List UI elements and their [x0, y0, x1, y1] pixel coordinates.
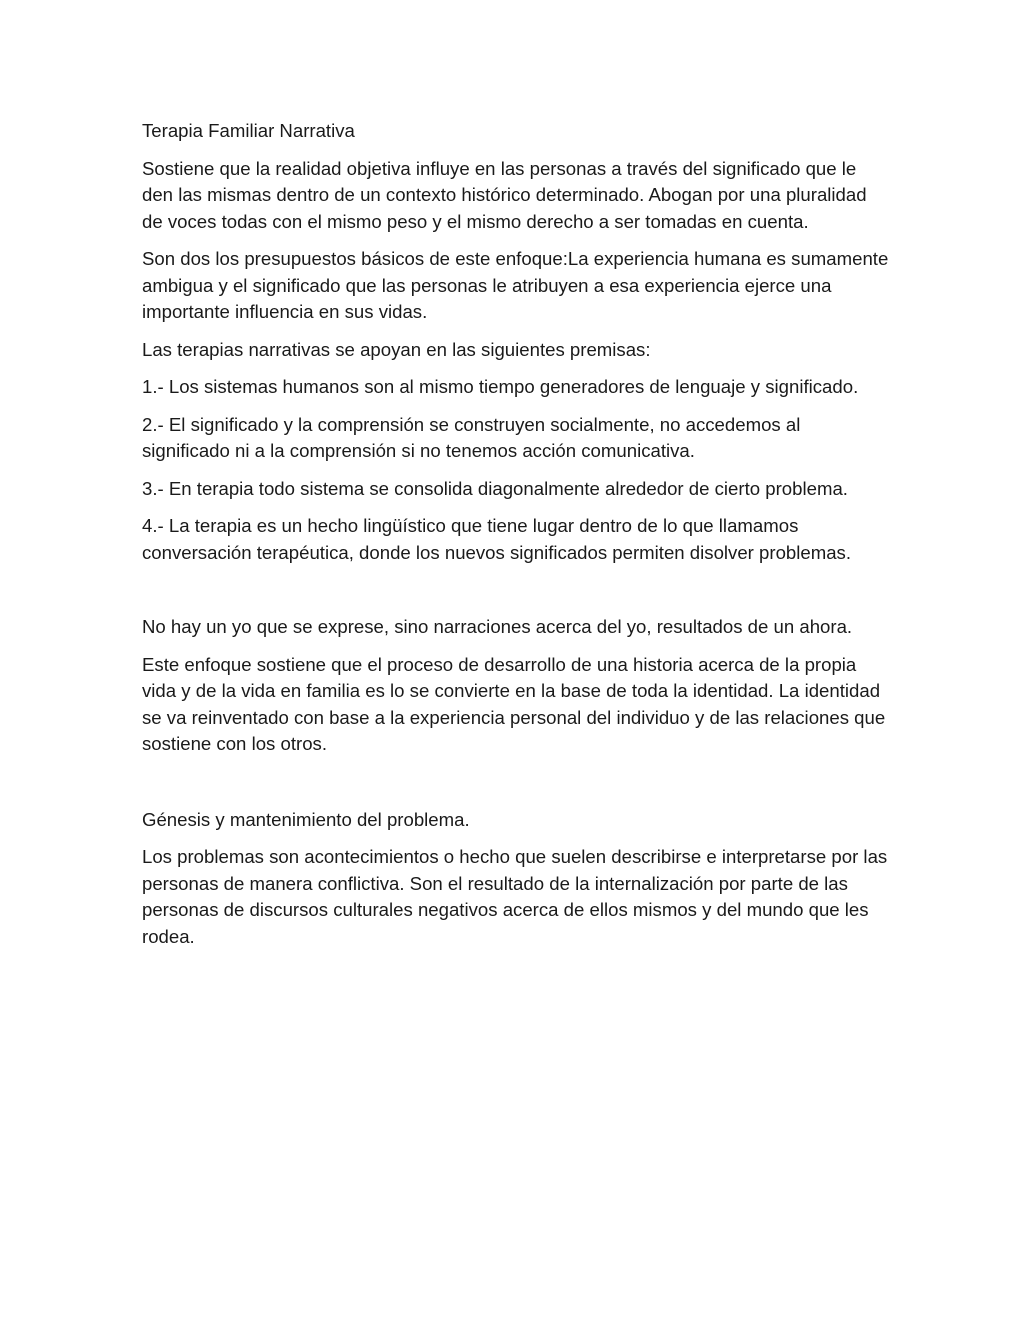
- paragraph-problems: Los problemas son acontecimientos o hecho que suelen describirse e interpretarse por las personas de manera conflictiva. Son el resultado de la internalización por parte de las personas de discursos culturales negativos acerca de ellos mismos y del mundo que les rodea.: [142, 846, 888, 947]
- paragraph-presuppositions: Son dos los presupuestos básicos de este enfoque:La experiencia humana es sumamente ambigua y el significado que las personas le atribuyen a esa experiencia ejerce una importante influencia en sus vidas.: [142, 248, 889, 322]
- paragraph-self-narrative: No hay un yo que se exprese, sino narraciones acerca del yo, resultados de un ahora.: [142, 616, 853, 637]
- blank-line: [142, 577, 892, 614]
- paragraph-premises-intro: Las terapias narrativas se apoyan en las siguientes premisas:: [142, 338, 651, 360]
- paragraph-definition: Sostiene que la realidad objetiva influye en las personas a través del significado que le den las mismas dentro de un contexto histórico determinado. Abogan por una pluralidad de voces todas con el mismo peso y el mismo derecho a ser tomadas en cuenta.: [142, 157, 867, 232]
- paragraph-identity: Este enfoque sostiene que el proceso de desarrollo de una historia acerca de la propia vida y de la vida en familia es lo se convierte en la base de toda la identidad. La identidad se va reinventado con base a la experiencia personal del individuo y de las relaciones que sostiene con los otros.: [142, 653, 886, 754]
- section-heading-genesis: Génesis y mantenimiento del problema.: [142, 808, 470, 830]
- premise-item-4: 4.- La terapia es un hecho lingüístico que tiene lugar dentro de lo que llamamos conversación terapéutica, donde los nuevos significados permiten disolver problemas.: [142, 515, 852, 563]
- premise-item-3: 3.- En terapia todo sistema se consolida diagonalmente alrededor de cierto problema.: [142, 477, 848, 499]
- premise-item-1: 1.- Los sistemas humanos son al mismo tiempo generadores de lenguaje y significado.: [142, 376, 859, 397]
- premise-item-2: 2.- El significado y la comprensión se construyen socialmente, no accedemos al significado ni a la comprensión si no tenemos acción comunicativa.: [142, 413, 801, 461]
- document-body: [142, 118, 892, 961]
- blank-line: [142, 769, 892, 807]
- document-title: Terapia Familiar Narrativa: [142, 120, 355, 141]
